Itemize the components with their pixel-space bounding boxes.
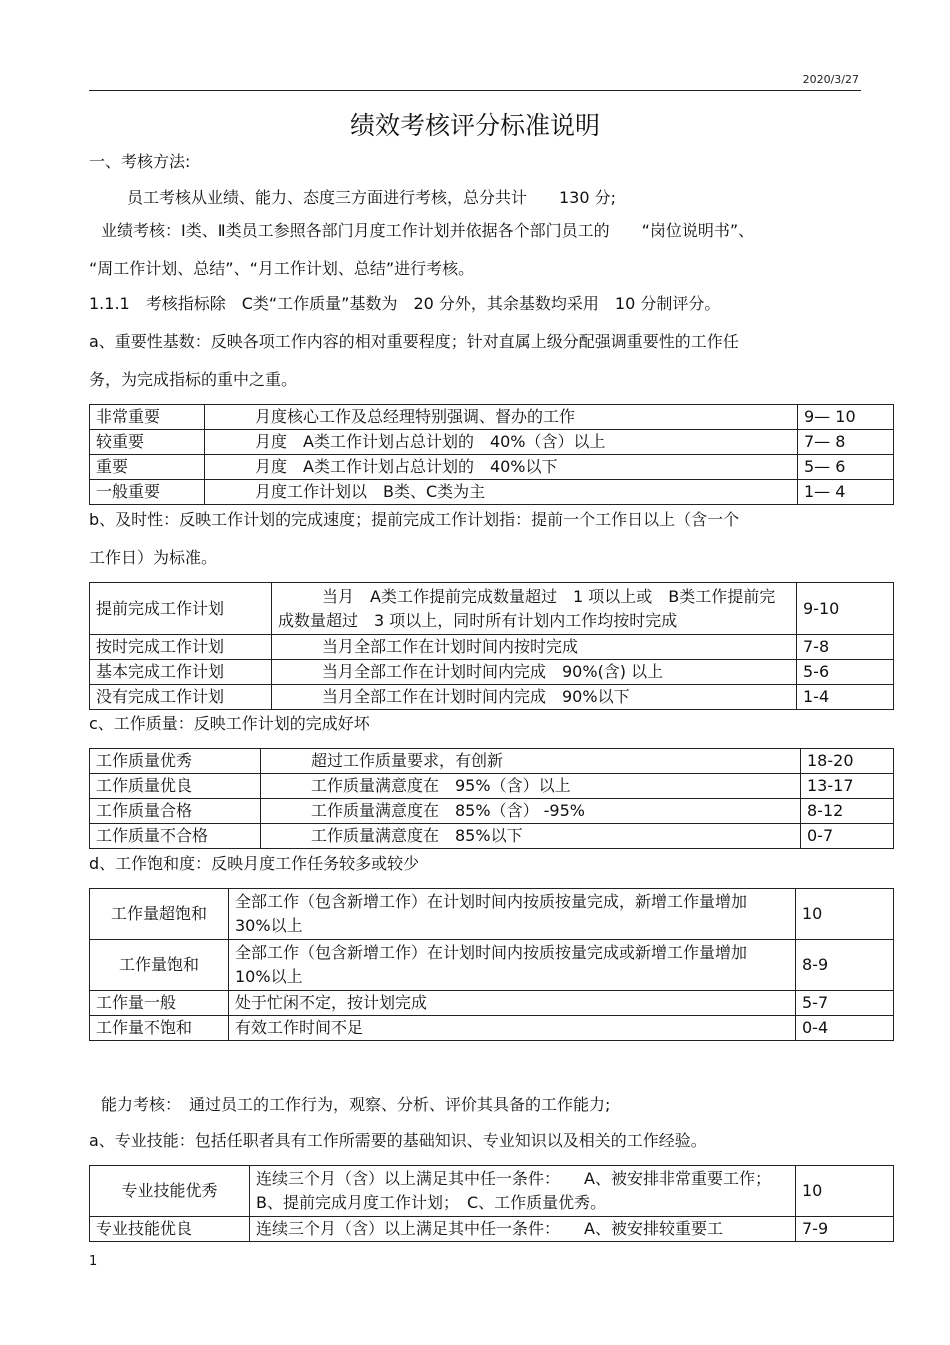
table-cell: 一般重要 <box>90 480 205 505</box>
table-cell: 7— 8 <box>798 430 894 455</box>
table-cell: 没有完成工作计划 <box>90 685 272 710</box>
table-cell: 5— 6 <box>798 455 894 480</box>
table-cell: 专业技能优秀 <box>90 1166 250 1217</box>
table-cell: 月度 A类工作计划占总计划的 40%以下 <box>205 455 798 480</box>
table-row <box>90 1217 894 1242</box>
page-number: 1 <box>89 1254 98 1269</box>
table-cell: 10 <box>796 1166 894 1217</box>
section-heading-method: 一、考核方法: <box>89 152 191 171</box>
table-cell: 工作质量不合格 <box>90 824 261 849</box>
table-row <box>90 635 894 660</box>
table-cell: 月度 A类工作计划占总计划的 40%（含）以上 <box>205 430 798 455</box>
table-row <box>90 774 894 799</box>
table-cell: 提前完成工作计划 <box>90 583 272 635</box>
table-row <box>90 824 894 849</box>
table-row <box>90 799 894 824</box>
timeliness-table <box>89 582 894 710</box>
table-row <box>90 991 894 1016</box>
paragraph-ability: 能力考核： 通过员工的工作行为，观察、分析、评价其具备的工作能力; <box>101 1095 611 1114</box>
table-cell: 基本完成工作计划 <box>90 660 272 685</box>
table-cell: 当月全部工作在计划时间内按时完成 <box>272 635 797 660</box>
paragraph-skill: a、专业技能：包括任职者具有工作所需要的基础知识、专业知识以及相关的工作经验。 <box>89 1131 707 1150</box>
table-cell: 工作质量满意度在 85%（含） -95% <box>261 799 801 824</box>
table-cell: 较重要 <box>90 430 205 455</box>
table-cell: 专业技能优良 <box>90 1217 250 1242</box>
table-cell: 工作质量优秀 <box>90 749 261 774</box>
table-cell: 工作量一般 <box>90 991 229 1016</box>
table-cell: 当月全部工作在计划时间内完成 90%(含) 以上 <box>272 660 797 685</box>
table-cell: 连续三个月（含）以上满足其中任一条件： A、被安排较重要工 <box>250 1217 796 1242</box>
table-cell: 1— 4 <box>798 480 894 505</box>
table-row <box>90 455 894 480</box>
table-cell: 工作量超饱和 <box>90 889 229 940</box>
table-row <box>90 660 894 685</box>
skill-table <box>89 1165 894 1242</box>
table-row <box>90 889 894 940</box>
table-cell: 全部工作（包含新增工作）在计划时间内按质按量完成，新增工作量增加 30%以上 <box>229 889 796 940</box>
table-cell: 超过工作质量要求，有创新 <box>261 749 801 774</box>
table-row <box>90 1016 894 1041</box>
table-cell: 按时完成工作计划 <box>90 635 272 660</box>
table-cell: 工作质量满意度在 85%以下 <box>261 824 801 849</box>
table-cell: 工作量不饱和 <box>90 1016 229 1041</box>
document-title: 绩效考核评分标准说明 <box>349 111 600 140</box>
table-cell: 当月 A类工作提前完成数量超过 1 项以上或 B类工作提前完成数量超过 3 项以上，同时所有计划内工作均按时完成 <box>272 583 797 635</box>
table-row <box>90 405 894 430</box>
table-row <box>90 749 894 774</box>
paragraph-performance-line1: 业绩考核：Ⅰ类、Ⅱ类员工参照各部门月度工作计划并依据各个部门员工的 “岗位说明书”、 <box>101 221 755 240</box>
table-row <box>90 583 894 635</box>
quality-table <box>89 748 894 849</box>
table-cell: 处于忙闲不定，按计划完成 <box>229 991 796 1016</box>
paragraph-timeliness-line1: b、及时性：反映工作计划的完成速度；提前完成工作计划指：提前一个工作日以上（含一个 <box>89 510 740 529</box>
importance-table <box>89 404 894 505</box>
table-cell: 8-12 <box>801 799 894 824</box>
table-cell: 工作质量合格 <box>90 799 261 824</box>
table-cell: 8-9 <box>796 940 894 991</box>
table-cell: 7-9 <box>796 1217 894 1242</box>
table-row <box>90 685 894 710</box>
paragraph-performance-line2: “周工作计划、总结”、“月工作计划、总结”进行考核。 <box>89 259 475 278</box>
table-cell: 18-20 <box>801 749 894 774</box>
table-cell: 当月全部工作在计划时间内完成 90%以下 <box>272 685 797 710</box>
table-cell: 0-4 <box>796 1016 894 1041</box>
saturation-table <box>89 888 894 1041</box>
table-cell: 0-7 <box>801 824 894 849</box>
paragraph-timeliness-line2: 工作日）为标准。 <box>89 548 218 567</box>
table-cell: 连续三个月（含）以上满足其中任一条件： A、被安排非常重要工作；B、提前完成月度工作计划； C、工作质量优秀。 <box>250 1166 796 1217</box>
paragraph-total-score: 员工考核从业绩、能力、态度三方面进行考核，总分共计 130 分; <box>127 188 617 207</box>
table-cell: 月度工作计划以 B类、C类为主 <box>205 480 798 505</box>
paragraph-saturation: d、工作饱和度：反映月度工作任务较多或较少 <box>89 854 420 873</box>
header-divider <box>89 90 861 91</box>
table-row <box>90 940 894 991</box>
paragraph-1-1-1: 1.1.1 考核指标除 C类“工作质量”基数为 20 分外，其余基数均采用 10 分制评分。 <box>89 294 721 313</box>
table-cell: 月度核心工作及总经理特别强调、督办的工作 <box>205 405 798 430</box>
table-cell: 全部工作（包含新增工作）在计划时间内按质按量完成或新增工作量增加 10%以上 <box>229 940 796 991</box>
table-row <box>90 430 894 455</box>
table-cell: 9— 10 <box>798 405 894 430</box>
paragraph-importance-line1: a、重要性基数：反映各项工作内容的相对重要程度；针对直属上级分配强调重要性的工作任 <box>89 332 739 351</box>
table-cell: 工作量饱和 <box>90 940 229 991</box>
table-cell: 重要 <box>90 455 205 480</box>
table-cell: 5-7 <box>796 991 894 1016</box>
table-cell: 13-17 <box>801 774 894 799</box>
header-date: 2020/3/27 <box>802 73 859 86</box>
table-cell: 非常重要 <box>90 405 205 430</box>
table-cell: 工作质量优良 <box>90 774 261 799</box>
paragraph-quality: c、工作质量：反映工作计划的完成好坏 <box>89 714 370 733</box>
table-cell: 1-4 <box>797 685 894 710</box>
paragraph-importance-line2: 务，为完成指标的重中之重。 <box>89 370 298 389</box>
table-row <box>90 480 894 505</box>
table-cell: 有效工作时间不足 <box>229 1016 796 1041</box>
table-row <box>90 1166 894 1217</box>
table-cell: 工作质量满意度在 95%（含）以上 <box>261 774 801 799</box>
table-cell: 5-6 <box>797 660 894 685</box>
table-cell: 10 <box>796 889 894 940</box>
table-cell: 9-10 <box>797 583 894 635</box>
table-cell: 7-8 <box>797 635 894 660</box>
